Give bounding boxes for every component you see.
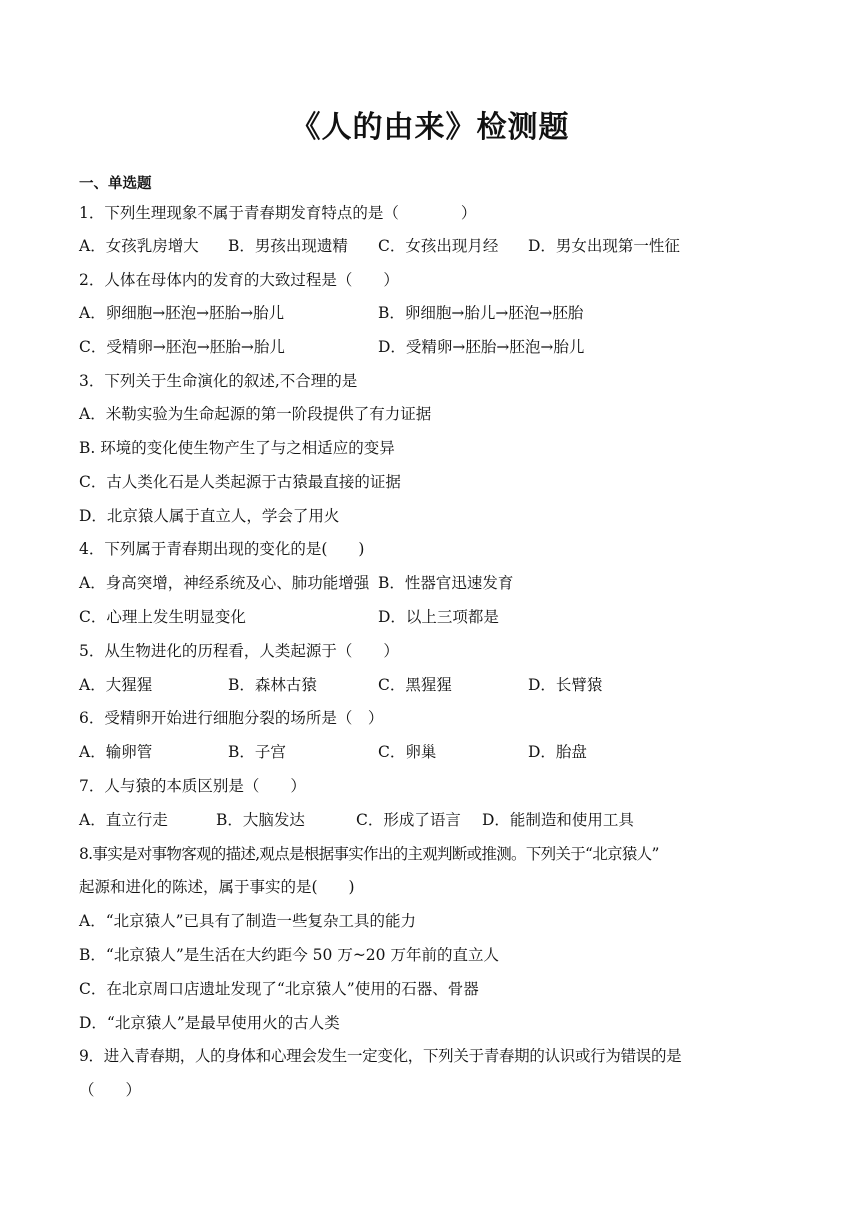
question-1-option-d: D．男女出现第一性征	[528, 237, 680, 255]
question-8-stem-line-1: 8.事实是对事物客观的描述,观点是根据事实作出的主观判断或推测。下列关于“北京猿人”	[79, 845, 659, 863]
question-8-option-a: A．“北京猿人”已具有了制造一些复杂工具的能力	[79, 912, 417, 930]
question-5-stem: 5．从生物进化的历程看，人类起源于（ ）	[79, 642, 399, 660]
question-5-option-d: D．长臂猿	[528, 676, 603, 694]
question-6-option-b: B．子宫	[228, 743, 286, 761]
question-2-option-a: A．卵细胞→胚泡→胚胎→胎儿	[79, 304, 285, 322]
question-1-option-c: C．女孩出现月经	[378, 237, 499, 255]
question-4-option-d: D．以上三项都是	[378, 608, 499, 626]
question-6-option-d: D．胎盘	[528, 743, 587, 761]
question-3-option-b: B. 环境的变化使生物产生了与之相适应的变异	[79, 439, 395, 457]
question-8-stem-line-2: 起源和进化的陈述，属于事实的是( )	[79, 878, 355, 896]
question-4-option-a: A．身高突增，神经系统及心、肺功能增强	[79, 574, 370, 592]
question-2-stem: 2．人体在母体内的发育的大致过程是（ ）	[79, 271, 399, 289]
question-9-stem-line-2: （ ）	[79, 1081, 142, 1099]
section-heading: 一、单选题	[79, 176, 152, 192]
question-1-option-a: A．女孩乳房增大	[79, 237, 199, 255]
question-6-option-a: A．输卵管	[79, 743, 153, 761]
question-7-option-d: D．能制造和使用工具	[482, 811, 634, 829]
question-5-option-b: B．森林古猿	[228, 676, 317, 694]
question-7-option-b: B．大脑发达	[216, 811, 305, 829]
question-3-option-c: C．古人类化石是人类起源于古猿最直接的证据	[79, 473, 401, 491]
question-7-option-a: A．直立行走	[79, 811, 168, 829]
question-7-stem: 7．人与猿的本质区别是（ ）	[79, 777, 306, 795]
question-1-option-b: B．男孩出现遗精	[228, 237, 348, 255]
question-3-option-d: D．北京猿人属于直立人，学会了用火	[79, 507, 340, 525]
question-5-option-a: A．大猩猩	[79, 676, 153, 694]
question-4-stem: 4．下列属于青春期出现的变化的是( )	[79, 540, 365, 558]
question-3-option-a: A．米勒实验为生命起源的第一阶段提供了有力证据	[79, 405, 432, 423]
question-8-option-b: B．“北京猿人”是生活在大约距今 50 万~20 万年前的直立人	[79, 946, 499, 964]
question-6-stem: 6．受精卵开始进行细胞分裂的场所是（ ）	[79, 709, 384, 727]
question-1-stem: 1．下列生理现象不属于青春期发育特点的是（ ）	[79, 204, 477, 222]
question-8-option-d: D．“北京猿人”是最早使用火的古人类	[79, 1014, 340, 1032]
page-title: 《人的由来》检测题	[290, 110, 570, 145]
question-8-option-c: C．在北京周口店遗址发现了“北京猿人”使用的石器、骨器	[79, 980, 479, 998]
question-4-option-b: B．性器官迅速发育	[378, 574, 514, 592]
question-2-option-d: D．受精卵→胚胎→胚泡→胎儿	[378, 338, 585, 356]
question-6-option-c: C．卵巢	[378, 743, 437, 761]
question-7-option-c: C．形成了语言	[356, 811, 461, 829]
question-3-stem: 3．下列关于生命演化的叙述,不合理的是	[79, 372, 358, 390]
question-2-option-b: B．卵细胞→胎儿→胚泡→胚胎	[378, 304, 584, 322]
question-9-stem-line-1: 9．进入青春期，人的身体和心理会发生一定变化，下列关于青春期的认识或行为错误的是	[79, 1047, 682, 1065]
question-2-option-c: C．受精卵→胚泡→胚胎→胎儿	[79, 338, 285, 356]
question-4-option-c: C．心理上发生明显变化	[79, 608, 246, 626]
question-5-option-c: C．黑猩猩	[378, 676, 452, 694]
